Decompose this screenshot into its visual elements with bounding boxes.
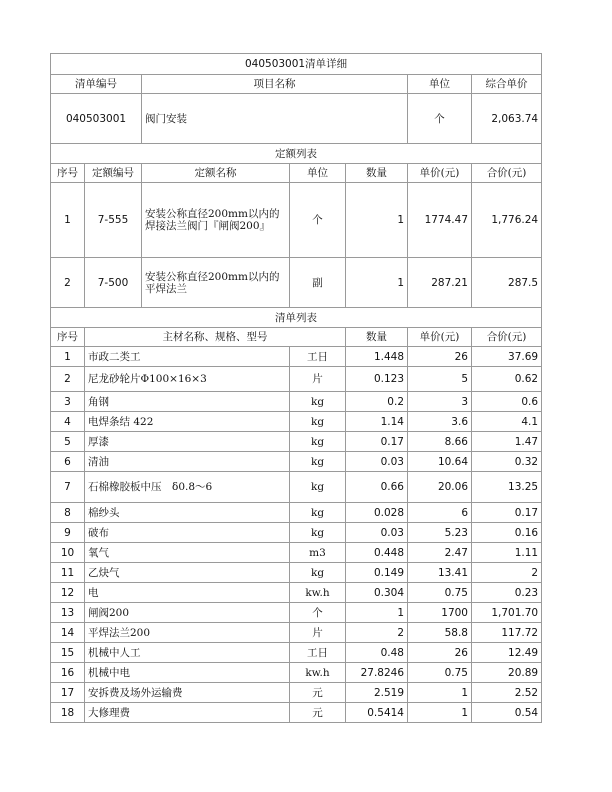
list-section-title: 清单列表 bbox=[51, 308, 542, 328]
list-unit: 个 bbox=[290, 603, 346, 623]
list-seq: 18 bbox=[51, 703, 85, 723]
list-unit: kg bbox=[290, 503, 346, 523]
list-unit-price: 5 bbox=[408, 367, 472, 392]
list-row bbox=[51, 432, 542, 452]
list-qty: 2 bbox=[346, 623, 408, 643]
quota-section-title: 定额列表 bbox=[51, 144, 542, 164]
list-row bbox=[51, 603, 542, 623]
list-total-header: 合价(元) bbox=[472, 328, 542, 347]
list-total: 4.1 bbox=[472, 412, 542, 432]
list-seq: 12 bbox=[51, 583, 85, 603]
list-qty: 2.519 bbox=[346, 683, 408, 703]
quota-unit: 副 bbox=[290, 258, 346, 308]
list-unit: kg bbox=[290, 432, 346, 452]
list-qty: 0.028 bbox=[346, 503, 408, 523]
list-name: 棉纱头 bbox=[85, 503, 290, 523]
list-seq: 16 bbox=[51, 663, 85, 683]
bill-price-header: 综合单价 bbox=[472, 75, 542, 94]
list-seq: 1 bbox=[51, 347, 85, 367]
list-total: 2 bbox=[472, 563, 542, 583]
list-name: 乙炔气 bbox=[85, 563, 290, 583]
table-title: 040503001清单详细 bbox=[51, 54, 542, 75]
list-name: 电焊条结 422 bbox=[85, 412, 290, 432]
list-unit: kg bbox=[290, 523, 346, 543]
list-seq: 14 bbox=[51, 623, 85, 643]
list-name: 机械中电 bbox=[85, 663, 290, 683]
list-row bbox=[51, 367, 542, 392]
list-row bbox=[51, 392, 542, 412]
bill-unit: 个 bbox=[408, 94, 472, 144]
list-unit-price: 3 bbox=[408, 392, 472, 412]
list-name: 角钢 bbox=[85, 392, 290, 412]
list-unit-price: 26 bbox=[408, 643, 472, 663]
list-row bbox=[51, 583, 542, 603]
quota-name-header: 定额名称 bbox=[142, 164, 290, 183]
list-qty: 0.03 bbox=[346, 523, 408, 543]
list-name: 破布 bbox=[85, 523, 290, 543]
list-seq-header: 序号 bbox=[51, 328, 85, 347]
quota-name: 安装公称直径200mm以内的平焊法兰 bbox=[142, 258, 290, 308]
list-total: 12.49 bbox=[472, 643, 542, 663]
quota-unit-price-header: 单价(元) bbox=[408, 164, 472, 183]
list-unit: kg bbox=[290, 452, 346, 472]
list-qty: 0.66 bbox=[346, 472, 408, 503]
list-unit-price: 0.75 bbox=[408, 583, 472, 603]
quota-qty-header: 数量 bbox=[346, 164, 408, 183]
list-row bbox=[51, 472, 542, 503]
list-name: 市政二类工 bbox=[85, 347, 290, 367]
list-row bbox=[51, 543, 542, 563]
list-qty: 0.149 bbox=[346, 563, 408, 583]
list-row bbox=[51, 523, 542, 543]
list-total: 2.52 bbox=[472, 683, 542, 703]
list-seq: 5 bbox=[51, 432, 85, 452]
quota-section-row bbox=[51, 144, 542, 164]
list-unit-price: 5.23 bbox=[408, 523, 472, 543]
list-total: 0.62 bbox=[472, 367, 542, 392]
list-total: 117.72 bbox=[472, 623, 542, 643]
list-qty: 0.123 bbox=[346, 367, 408, 392]
list-qty: 0.2 bbox=[346, 392, 408, 412]
list-seq: 3 bbox=[51, 392, 85, 412]
list-header-row bbox=[51, 328, 542, 347]
list-row bbox=[51, 412, 542, 432]
list-name: 闸阀200 bbox=[85, 603, 290, 623]
list-unit: 片 bbox=[290, 623, 346, 643]
list-seq: 2 bbox=[51, 367, 85, 392]
quota-unit-header: 单位 bbox=[290, 164, 346, 183]
bill-detail-table bbox=[50, 53, 542, 723]
list-seq: 4 bbox=[51, 412, 85, 432]
list-total: 37.69 bbox=[472, 347, 542, 367]
list-seq: 11 bbox=[51, 563, 85, 583]
list-unit-price: 0.75 bbox=[408, 663, 472, 683]
list-total: 20.89 bbox=[472, 663, 542, 683]
list-name: 电 bbox=[85, 583, 290, 603]
bill-name: 阀门安装 bbox=[142, 94, 408, 144]
list-unit: kg bbox=[290, 412, 346, 432]
quota-qty: 1 bbox=[346, 183, 408, 258]
list-row bbox=[51, 683, 542, 703]
list-unit-price: 1 bbox=[408, 703, 472, 723]
quota-code: 7-555 bbox=[85, 183, 142, 258]
list-name: 安拆费及场外运输费 bbox=[85, 683, 290, 703]
list-total: 0.6 bbox=[472, 392, 542, 412]
list-unit-price: 20.06 bbox=[408, 472, 472, 503]
quota-header-row bbox=[51, 164, 542, 183]
bill-code: 040503001 bbox=[51, 94, 142, 144]
list-unit-price: 2.47 bbox=[408, 543, 472, 563]
list-total: 0.17 bbox=[472, 503, 542, 523]
list-seq: 8 bbox=[51, 503, 85, 523]
quota-code: 7-500 bbox=[85, 258, 142, 308]
bill-code-header: 清单编号 bbox=[51, 75, 142, 94]
list-qty: 0.17 bbox=[346, 432, 408, 452]
list-qty: 0.03 bbox=[346, 452, 408, 472]
quota-row bbox=[51, 183, 542, 258]
list-row bbox=[51, 703, 542, 723]
list-unit: kg bbox=[290, 563, 346, 583]
list-unit-price: 3.6 bbox=[408, 412, 472, 432]
list-qty: 0.48 bbox=[346, 643, 408, 663]
list-unit: m3 bbox=[290, 543, 346, 563]
quota-total: 287.5 bbox=[472, 258, 542, 308]
list-unit: 片 bbox=[290, 367, 346, 392]
list-unit-price: 26 bbox=[408, 347, 472, 367]
list-unit-price-header: 单价(元) bbox=[408, 328, 472, 347]
bill-header-row bbox=[51, 75, 542, 94]
list-total: 0.32 bbox=[472, 452, 542, 472]
quota-code-header: 定额编号 bbox=[85, 164, 142, 183]
quota-total: 1,776.24 bbox=[472, 183, 542, 258]
list-name: 尼龙砂轮片Φ100×16×3 bbox=[85, 367, 290, 392]
list-row bbox=[51, 663, 542, 683]
list-name: 氧气 bbox=[85, 543, 290, 563]
list-total: 0.23 bbox=[472, 583, 542, 603]
quota-row bbox=[51, 258, 542, 308]
list-seq: 6 bbox=[51, 452, 85, 472]
list-unit-price: 10.64 bbox=[408, 452, 472, 472]
list-unit: 工日 bbox=[290, 347, 346, 367]
list-qty: 0.5414 bbox=[346, 703, 408, 723]
bill-row bbox=[51, 94, 542, 144]
list-qty: 0.304 bbox=[346, 583, 408, 603]
list-unit-price: 8.66 bbox=[408, 432, 472, 452]
list-total: 1.47 bbox=[472, 432, 542, 452]
list-name: 平焊法兰200 bbox=[85, 623, 290, 643]
list-qty: 0.448 bbox=[346, 543, 408, 563]
list-seq: 7 bbox=[51, 472, 85, 503]
list-seq: 10 bbox=[51, 543, 85, 563]
list-seq: 15 bbox=[51, 643, 85, 663]
bill-unit-header: 单位 bbox=[408, 75, 472, 94]
list-seq: 9 bbox=[51, 523, 85, 543]
list-seq: 13 bbox=[51, 603, 85, 623]
bill-name-header: 项目名称 bbox=[142, 75, 408, 94]
list-name: 厚漆 bbox=[85, 432, 290, 452]
list-qty: 27.8246 bbox=[346, 663, 408, 683]
list-row bbox=[51, 452, 542, 472]
list-unit: 元 bbox=[290, 683, 346, 703]
list-unit-price: 13.41 bbox=[408, 563, 472, 583]
list-row bbox=[51, 623, 542, 643]
list-unit: 工日 bbox=[290, 643, 346, 663]
list-row bbox=[51, 563, 542, 583]
list-name-header: 主材名称、规格、型号 bbox=[85, 328, 346, 347]
bill-price: 2,063.74 bbox=[472, 94, 542, 144]
quota-total-header: 合价(元) bbox=[472, 164, 542, 183]
list-name: 石棉橡胶板中压 δ0.8～6 bbox=[85, 472, 290, 503]
list-name: 清油 bbox=[85, 452, 290, 472]
quota-name: 安装公称直径200mm以内的焊接法兰阀门『闸阀200』 bbox=[142, 183, 290, 258]
list-unit-price: 58.8 bbox=[408, 623, 472, 643]
list-section-row bbox=[51, 308, 542, 328]
quota-unit-price: 1774.47 bbox=[408, 183, 472, 258]
list-seq: 17 bbox=[51, 683, 85, 703]
title-row bbox=[51, 54, 542, 75]
quota-qty: 1 bbox=[346, 258, 408, 308]
list-qty: 1 bbox=[346, 603, 408, 623]
list-unit: kw.h bbox=[290, 663, 346, 683]
list-total: 13.25 bbox=[472, 472, 542, 503]
list-total: 1.11 bbox=[472, 543, 542, 563]
quota-seq: 1 bbox=[51, 183, 85, 258]
list-unit-price: 1 bbox=[408, 683, 472, 703]
quota-unit: 个 bbox=[290, 183, 346, 258]
list-total: 0.16 bbox=[472, 523, 542, 543]
list-unit: kw.h bbox=[290, 583, 346, 603]
list-name: 大修理费 bbox=[85, 703, 290, 723]
list-qty: 1.14 bbox=[346, 412, 408, 432]
list-unit: 元 bbox=[290, 703, 346, 723]
list-qty-header: 数量 bbox=[346, 328, 408, 347]
list-row bbox=[51, 347, 542, 367]
list-total: 1,701.70 bbox=[472, 603, 542, 623]
list-row bbox=[51, 503, 542, 523]
bill-detail-body bbox=[51, 54, 542, 347]
list-unit-price: 1700 bbox=[408, 603, 472, 623]
list-unit-price: 6 bbox=[408, 503, 472, 523]
material-list-body bbox=[51, 347, 542, 723]
quota-unit-price: 287.21 bbox=[408, 258, 472, 308]
list-name: 机械中人工 bbox=[85, 643, 290, 663]
quota-seq-header: 序号 bbox=[51, 164, 85, 183]
list-total: 0.54 bbox=[472, 703, 542, 723]
quota-seq: 2 bbox=[51, 258, 85, 308]
list-row bbox=[51, 643, 542, 663]
list-qty: 1.448 bbox=[346, 347, 408, 367]
list-unit: kg bbox=[290, 472, 346, 503]
list-unit: kg bbox=[290, 392, 346, 412]
